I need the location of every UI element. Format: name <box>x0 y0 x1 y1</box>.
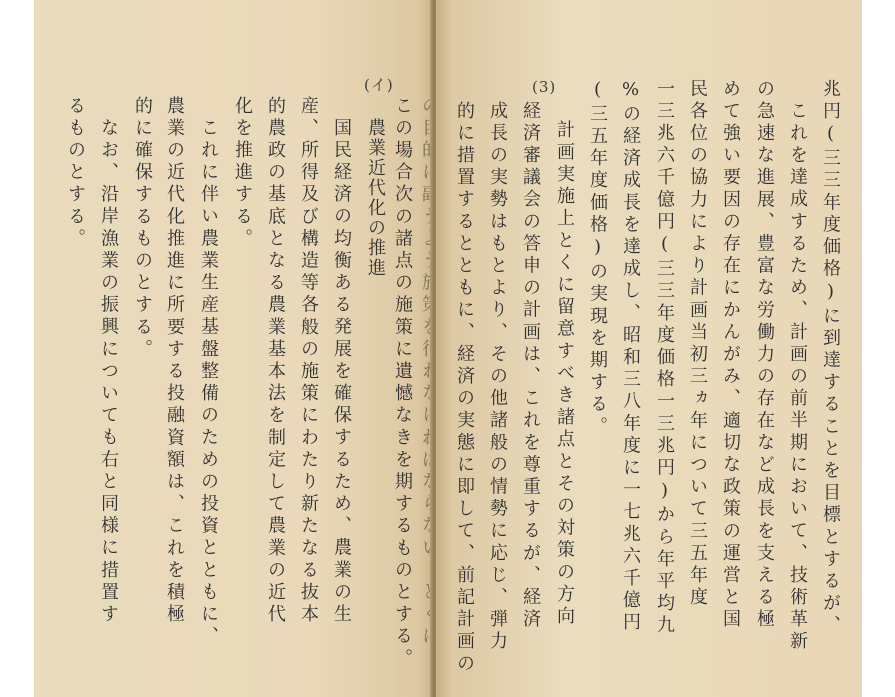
left-page <box>34 0 434 697</box>
text-column: この場合次の諸点の施策に遺憾なきを期するものとする。 <box>392 96 413 671</box>
text-column: %の経済成長を達成し、昭和三八年度に一七兆六千億円 <box>620 79 641 635</box>
text-column: の急速な進展、豊富な労働力の存在など成長を支える極 <box>754 79 775 632</box>
text-column: 農業の近代化推進に所要する投融資額は、これを積極 <box>164 96 185 627</box>
section-heading: 農業近代化の推進 <box>365 118 386 278</box>
text-column: 産、所得及び構造等各般の施策にわたり新たなる抜本 <box>298 96 319 627</box>
text-column: 計画実施上とくに留意すべき諸点とその対策の方向 <box>554 120 575 629</box>
text-column: これを達成するため、計画の前半期において、技術革新 <box>787 101 808 654</box>
text-column: 一三兆六千億円(三三年度価格一三兆円)から年平均九 <box>654 79 675 638</box>
right-page <box>436 0 862 697</box>
text-column: これに伴い農業生産基盤整備のための投資とともに、 <box>198 118 219 649</box>
text-column: 国民経済の均衡ある発展を確保するため、農業の生 <box>331 118 352 627</box>
text-column: るものとする。 <box>65 96 86 251</box>
text-column: (三五年度価格)の実現を期する。 <box>587 79 608 439</box>
text-column: めて強い要因の存在にかんがみ、適切な政策の運営と国 <box>720 79 741 632</box>
page-number: (イ) <box>364 76 394 94</box>
text-column: 成長の実勢はもとより、その他諸般の情勢に応じ、弾力 <box>487 101 508 654</box>
text-column: 的農政の基底となる農業基本法を制定して農業の近代 <box>265 96 286 627</box>
text-column: 的に措置するとともに、経済の実態に即して、前記計画の <box>454 101 475 676</box>
text-column: 兆円(三三年度価格)に到達することを目標とするが、 <box>820 79 841 638</box>
text-column: なお、沿岸漁業の振興についても右と同様に措置す <box>98 118 119 627</box>
text-column: 的に確保するものとする。 <box>132 96 153 362</box>
page-number: (3) <box>532 78 557 96</box>
text-column: 化を推進する。 <box>232 96 253 251</box>
text-column: 経済審議会の答申の計画は、これを尊重するが、経済 <box>520 101 541 632</box>
text-column: 民各位の協力により計画当初三ヵ年について三五年度 <box>687 79 708 610</box>
